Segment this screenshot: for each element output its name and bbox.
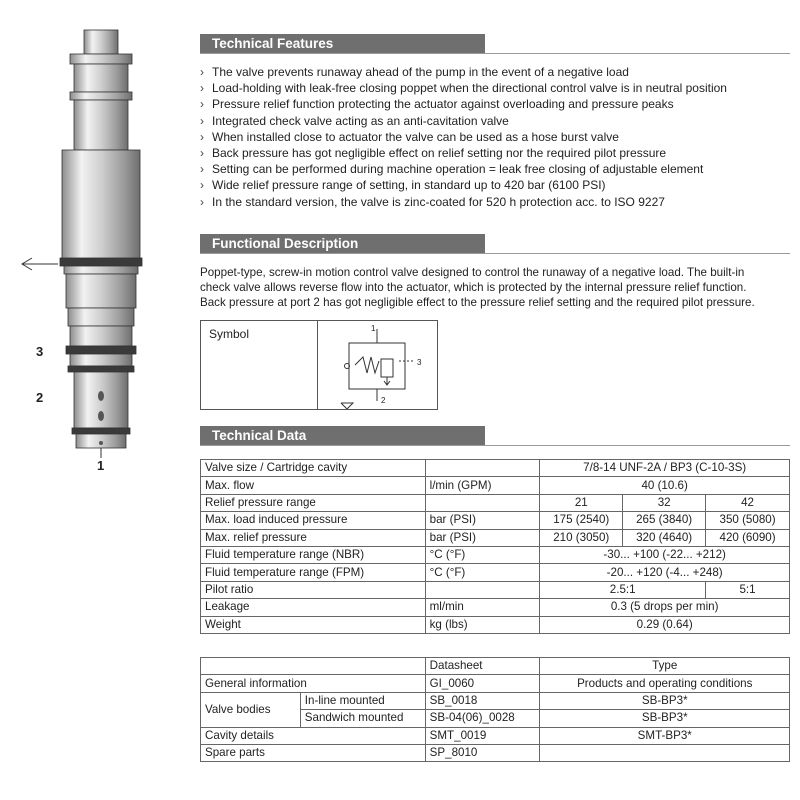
row-type: Products and operating conditions xyxy=(540,675,790,692)
table-row xyxy=(201,727,790,744)
row-label: General information xyxy=(201,675,426,692)
row-value: 21 xyxy=(540,494,623,511)
row-value: 2.5:1 xyxy=(540,581,706,598)
feature-item: › Back pressure has got negligible effect on relief setting nor the required pilot pressure xyxy=(200,146,667,161)
symbol-label: Symbol xyxy=(209,327,250,341)
row-label: Max. load induced pressure xyxy=(201,512,426,529)
row-label: Max. relief pressure xyxy=(201,529,426,546)
row-unit: bar (PSI) xyxy=(425,529,540,546)
symbol-port-1: 1 xyxy=(371,324,376,333)
row-unit: °C (°F) xyxy=(425,546,540,563)
port-label-3: 3 xyxy=(36,344,44,359)
section-rule xyxy=(200,53,790,54)
port-label-2: 2 xyxy=(36,390,44,405)
table-header-row xyxy=(201,658,790,675)
row-sublabel: Sandwich mounted xyxy=(300,710,425,727)
feature-item: › Pressure relief function protecting the actuator against overloading and pressure peaks xyxy=(200,97,674,112)
functional-description-text: Poppet-type, screw-in motion control valve designed to control the runaway of a negative load. The built-in check valve allows reverse flow into the actuator, which is protected by the internal pressure relief function. Back pressure at port 2 has got negligible effect to the pressure relief setting and the required pilot pressure. xyxy=(200,266,755,309)
feature-item: › When installed close to actuator the valve can be used as a hose burst valve xyxy=(200,129,619,144)
row-value: 420 (6090) xyxy=(706,529,790,546)
section-rule xyxy=(200,445,790,446)
valve-cartridge-illustration xyxy=(18,28,198,478)
hydraulic-symbol-icon xyxy=(319,321,437,409)
row-label: Cavity details xyxy=(201,727,426,744)
row-value: 320 (4640) xyxy=(623,529,706,546)
row-value: -30... +100 (-22... +212) xyxy=(540,546,790,563)
row-unit: kg (lbs) xyxy=(425,616,540,633)
technical-data-table xyxy=(200,459,790,634)
row-label: Weight xyxy=(201,616,426,633)
table-row xyxy=(201,529,790,546)
row-value: 265 (3840) xyxy=(623,512,706,529)
row-datasheet: SB-04(06)_0028 xyxy=(425,710,540,727)
feature-item: › Integrated check valve acting as an anti-cavitation valve xyxy=(200,113,509,128)
row-label: Leakage xyxy=(201,599,426,616)
feature-item: › The valve prevents runaway ahead of the pump in the event of a negative load xyxy=(200,65,629,79)
row-unit xyxy=(425,494,540,511)
row-unit: °C (°F) xyxy=(425,564,540,581)
table-row xyxy=(201,692,790,709)
table-row xyxy=(201,744,790,761)
row-unit: l/min (GPM) xyxy=(425,477,540,494)
feature-item: › Load-holding with leak-free closing poppet when the directional control valve is in neutral position xyxy=(200,81,727,96)
table-row xyxy=(201,616,790,633)
column-header-type: Type xyxy=(540,658,790,675)
technical-data-header: Technical Data xyxy=(200,426,485,446)
table-row xyxy=(201,477,790,494)
row-type: SMT-BP3* xyxy=(540,727,790,744)
row-datasheet: GI_0060 xyxy=(425,675,540,692)
row-value: 7/8-14 UNF-2A / BP3 (C-10-3S) xyxy=(540,460,790,477)
table-row xyxy=(201,494,790,511)
table-row xyxy=(201,599,790,616)
row-type: SB-BP3* xyxy=(540,710,790,727)
row-label: Pilot ratio xyxy=(201,581,426,598)
row-label: Spare parts xyxy=(201,744,426,761)
row-type xyxy=(540,744,790,761)
row-type: SB-BP3* xyxy=(540,692,790,709)
row-value: 5:1 xyxy=(706,581,790,598)
table-row xyxy=(201,546,790,563)
feature-item: › Wide relief pressure range of setting, in standard up to 420 bar (6100 PSI) xyxy=(200,178,606,193)
row-label: Relief pressure range xyxy=(201,494,426,511)
row-sublabel: In-line mounted xyxy=(300,692,425,709)
row-value: 42 xyxy=(706,494,790,511)
hydraulic-symbol-box xyxy=(200,320,438,410)
row-value: 210 (3050) xyxy=(540,529,623,546)
row-unit xyxy=(425,581,540,598)
row-datasheet: SMT_0019 xyxy=(425,727,540,744)
feature-item: › In the standard version, the valve is zinc-coated for 520 h protection acc. to ISO 9227 xyxy=(200,194,665,209)
row-unit xyxy=(425,460,540,477)
table-row xyxy=(201,564,790,581)
row-value: 32 xyxy=(623,494,706,511)
table-row xyxy=(201,512,790,529)
row-label: Fluid temperature range (NBR) xyxy=(201,546,426,563)
symbol-port-2: 2 xyxy=(381,396,386,405)
symbol-port-3: 3 xyxy=(417,358,422,367)
row-value: 0.3 (5 drops per min) xyxy=(540,599,790,616)
row-value: 40 (10.6) xyxy=(540,477,790,494)
row-datasheet: SP_8010 xyxy=(425,744,540,761)
functional-description-header: Functional Description xyxy=(200,234,485,254)
row-value: 0.29 (0.64) xyxy=(540,616,790,633)
row-label: Valve size / Cartridge cavity xyxy=(201,460,426,477)
datasheet-table xyxy=(200,657,790,762)
row-label: Fluid temperature range (FPM) xyxy=(201,564,426,581)
column-header-datasheet: Datasheet xyxy=(425,658,540,675)
table-row xyxy=(201,581,790,598)
row-label: Max. flow xyxy=(201,477,426,494)
row-label: Valve bodies xyxy=(201,692,301,727)
row-datasheet: SB_0018 xyxy=(425,692,540,709)
port-label-1: 1 xyxy=(97,458,105,473)
section-rule xyxy=(200,253,790,254)
row-unit: bar (PSI) xyxy=(425,512,540,529)
technical-features-header: Technical Features xyxy=(200,34,485,54)
row-value: 350 (5080) xyxy=(706,512,790,529)
row-value: 175 (2540) xyxy=(540,512,623,529)
table-row xyxy=(201,460,790,477)
row-unit: ml/min xyxy=(425,599,540,616)
row-value: -20... +120 (-4... +248) xyxy=(540,564,790,581)
feature-item: › Setting can be performed during machine operation = leak free closing of adjustable element xyxy=(200,162,704,177)
table-row xyxy=(201,675,790,692)
technical-features-list xyxy=(200,64,790,210)
